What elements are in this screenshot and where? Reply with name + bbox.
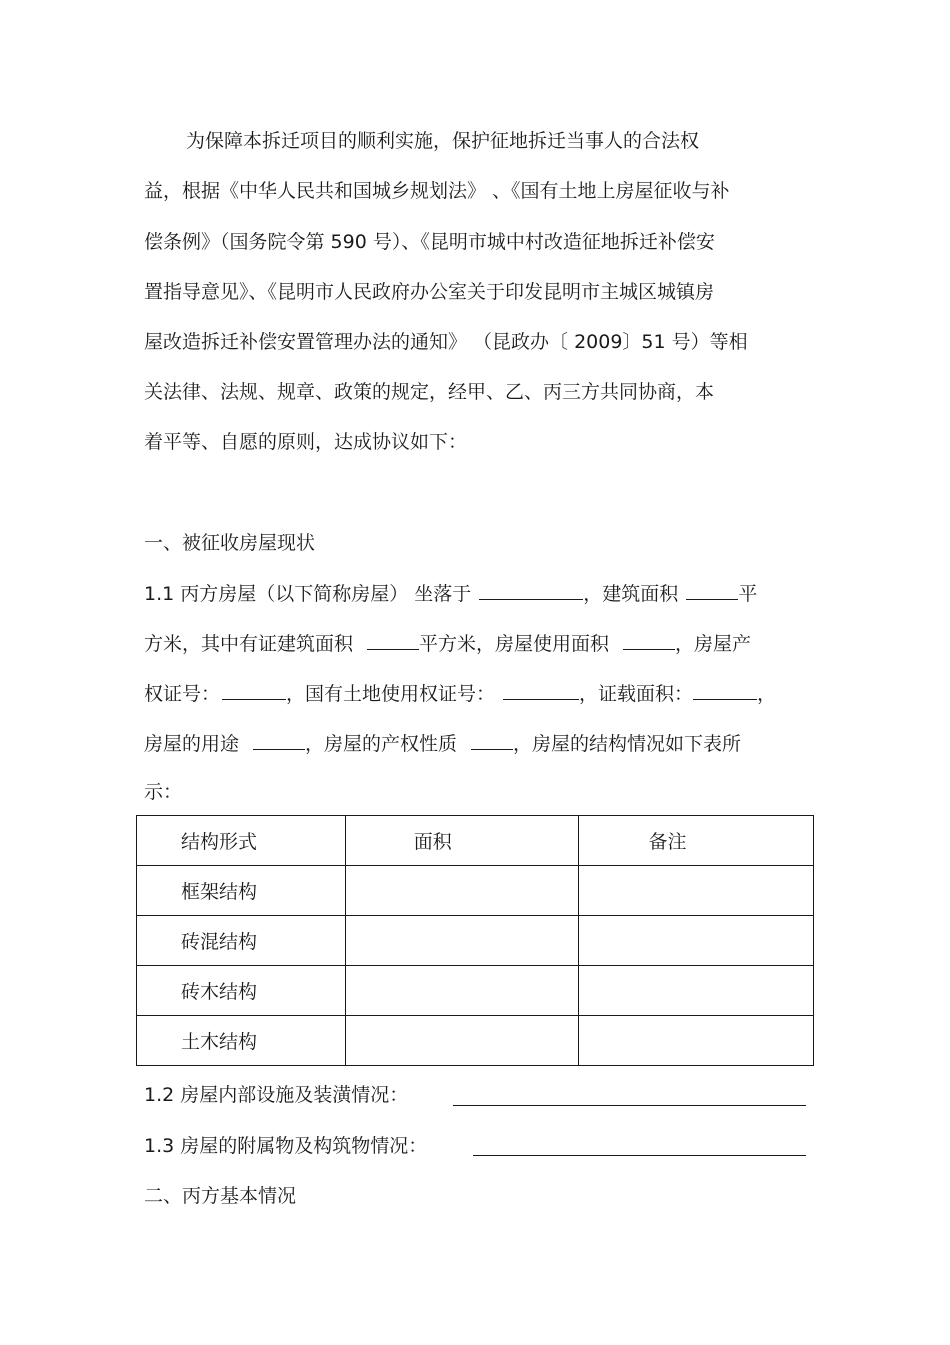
structure-type-cell: 砖混结构 <box>137 916 346 966</box>
table-row <box>137 916 814 966</box>
intro-line: 益，根据《中华人民共和国城乡规划法》 、《国有土地上房屋征收与补 <box>144 180 730 202</box>
address-blank[interactable] <box>479 579 583 600</box>
remark-cell[interactable] <box>578 1016 813 1066</box>
attachments-blank[interactable] <box>473 1155 806 1156</box>
area-cell[interactable] <box>345 866 578 916</box>
section-heading: 一、被征收房屋现状 <box>144 532 316 554</box>
intro-line: 关法律、法规、规章、政策的规定，经甲、乙、丙三方共同协商，本 <box>144 381 715 403</box>
structure-type-cell: 框架结构 <box>137 866 346 916</box>
property-nature-blank[interactable] <box>471 729 513 750</box>
remark-cell[interactable] <box>578 916 813 966</box>
intro-line: 屋改造拆迁补偿安置管理办法的通知》 （昆政办〔 2009〕51 号）等相 <box>144 331 748 353</box>
intro-line: 偿条例》（国务院令第 590 号）、《昆明市城中村改造征地拆迁补偿安 <box>144 231 715 253</box>
item-1-1-line: 权证号： ，国有土地使用权证号： ，证载面积： ， <box>144 679 776 707</box>
table-row <box>137 966 814 1016</box>
table-header-cell: 结构形式 <box>137 816 346 866</box>
structure-type-cell: 土木结构 <box>137 1016 346 1066</box>
table-header-cell: 备注 <box>578 816 813 866</box>
table-row <box>137 866 814 916</box>
item-1-1-line: 方米，其中有证建筑面积 平方米，房屋使用面积 ，房屋产 <box>144 629 751 657</box>
property-cert-blank[interactable] <box>222 679 286 700</box>
section-heading: 二、丙方基本情况 <box>144 1185 297 1207</box>
area-cell[interactable] <box>345 1016 578 1066</box>
intro-line: 置指导意见》、《昆明市人民政府办公室关于印发昆明市主城区城镇房 <box>144 281 715 303</box>
item-1-1-line: 房屋的用途 ，房屋的产权性质 ，房屋的结构情况如下表所 <box>144 729 741 757</box>
item-1-2-label: 1.2 房屋内部设施及装潢情况： <box>144 1084 409 1106</box>
intro-line: 着平等、自愿的原则，达成协议如下： <box>144 431 468 453</box>
table-row <box>137 1016 814 1066</box>
remark-cell[interactable] <box>578 966 813 1016</box>
usage-blank[interactable] <box>253 729 305 750</box>
area-cell[interactable] <box>345 916 578 966</box>
structure-table <box>136 815 814 1066</box>
remark-cell[interactable] <box>578 866 813 916</box>
area-cell[interactable] <box>345 966 578 1016</box>
intro-line: 为保障本拆迁项目的顺利实施，保护征地拆迁当事人的合法权 <box>186 130 700 152</box>
certified-area-blank[interactable] <box>367 629 419 650</box>
table-header-row <box>137 816 814 866</box>
table-header-cell: 面积 <box>345 816 578 866</box>
structure-type-cell: 砖木结构 <box>137 966 346 1016</box>
item-1-3-label: 1.3 房屋的附属物及构筑物情况： <box>144 1135 428 1157</box>
building-area-blank[interactable] <box>686 579 738 600</box>
item-1-1-line: 示： <box>144 781 183 803</box>
item-1-1-line: 1.1 丙方房屋（以下简称房屋） 坐落于 ，建筑面积 平 <box>144 579 757 607</box>
usable-area-blank[interactable] <box>623 629 675 650</box>
cert-area-blank[interactable] <box>693 679 757 700</box>
land-cert-blank[interactable] <box>503 679 579 700</box>
interior-facilities-blank[interactable] <box>453 1105 806 1106</box>
